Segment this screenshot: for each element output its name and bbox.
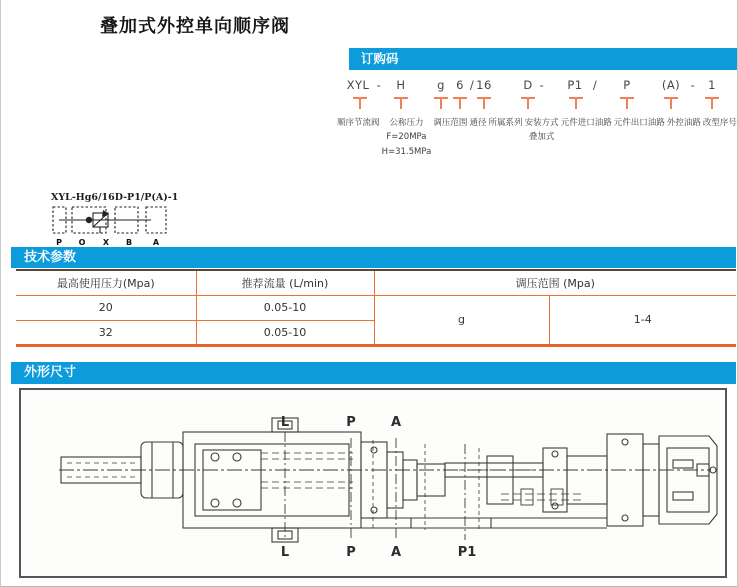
legend-item: 元件进口油路 (560, 118, 612, 128)
tick-connector-icon (705, 97, 719, 108)
column-header: 最高使用压力(Mpa) (16, 270, 196, 295)
legend-item: 所属系列 (488, 118, 523, 128)
legend-item: 元件出口油路 (613, 118, 665, 128)
code-token: H (396, 78, 406, 92)
tick-connector-icon (664, 97, 678, 108)
tick-connector-icon (434, 97, 448, 108)
port-label: P (56, 238, 62, 247)
legend-item: 公称压力 F=20MPa H=31.5MPa (382, 116, 432, 159)
code-token: P1 (567, 78, 583, 92)
legend-item: 改型序号 (702, 118, 737, 128)
code-token: P (623, 78, 631, 92)
table-header-row (16, 270, 736, 295)
table-cell: 20 (16, 295, 196, 320)
dimension-port-label: A (390, 545, 402, 560)
code-token: (A) (661, 78, 681, 92)
code-token: 1 (708, 78, 716, 92)
port-label: O (78, 238, 86, 247)
legend-item: 通径 (469, 118, 487, 128)
tick-connector-icon (353, 97, 367, 108)
legend-sub: H=31.5MPa (381, 146, 432, 157)
tick-connector-icon (394, 97, 408, 108)
order-code-section-header (349, 48, 738, 70)
tick-connector-icon (453, 97, 467, 108)
code-token: g (437, 78, 445, 92)
dimensions-header-label: 外形尺寸 (24, 365, 77, 380)
code-separator: / (469, 78, 475, 92)
port-label: A (152, 238, 160, 247)
port-label: X (102, 238, 110, 247)
page-title: 叠加式外控单向顺序阀 (100, 16, 290, 37)
legend-item: 调压范围 (433, 118, 468, 128)
dimensions-section-header (11, 362, 736, 384)
table-cell: 0.05-10 (196, 295, 374, 320)
column-header: 推荐流量 (L/min) (196, 270, 374, 295)
tech-params-table (16, 269, 736, 347)
code-separator: - (376, 78, 382, 92)
column-header: 调压范围 (Mpa) (374, 270, 736, 295)
tick-connector-icon (477, 97, 491, 108)
order-code-legend (337, 116, 737, 159)
code-token: XYL (346, 78, 370, 92)
tick-connector-icon (569, 97, 583, 108)
tick-connector-icon (521, 97, 535, 108)
code-token: 16 (476, 78, 492, 92)
tech-params-section-header (11, 247, 736, 268)
table-row (16, 295, 736, 320)
legend-sub: F=20MPa (386, 132, 427, 143)
legend-item: 顺序节流阀 (337, 118, 380, 128)
tick-connector-icon (620, 97, 634, 108)
code-separator: - (690, 78, 696, 92)
dimension-port-label: L (280, 415, 290, 430)
hydraulic-symbol-icon (51, 205, 175, 249)
dimension-port-label: P1 (457, 545, 477, 560)
hydraulic-symbol-diagram (51, 192, 191, 249)
table-cell: 32 (98, 325, 113, 339)
order-code-header-label: 订购码 (361, 51, 399, 66)
code-separator: - (539, 78, 545, 92)
symbol-model-code: XYL-Hg6/16D-P1/P(A)-1 (51, 192, 179, 203)
dimension-drawing-panel (19, 388, 727, 578)
legend-sub: 叠加式 (528, 132, 555, 143)
table-cell-range-value: 1-4 (549, 295, 736, 345)
table-cell-range-code: g (374, 295, 549, 345)
code-token: D (523, 78, 533, 92)
code-token: 6 (456, 78, 464, 92)
tech-params-header-label: 技术参数 (24, 250, 77, 265)
dimension-port-label: P (346, 415, 356, 430)
dimension-port-label: L (280, 545, 290, 560)
port-label: B (125, 238, 133, 247)
valve-cross-section-drawing (21, 390, 725, 576)
code-separator: / (592, 78, 598, 92)
legend-item: 安装方式 叠加式 (525, 116, 559, 159)
dimension-port-label: A (390, 415, 402, 430)
table-cell: 0.05-10 (196, 320, 374, 345)
dimension-port-label: P (346, 545, 356, 560)
legend-item: 外控油路 (666, 118, 701, 128)
